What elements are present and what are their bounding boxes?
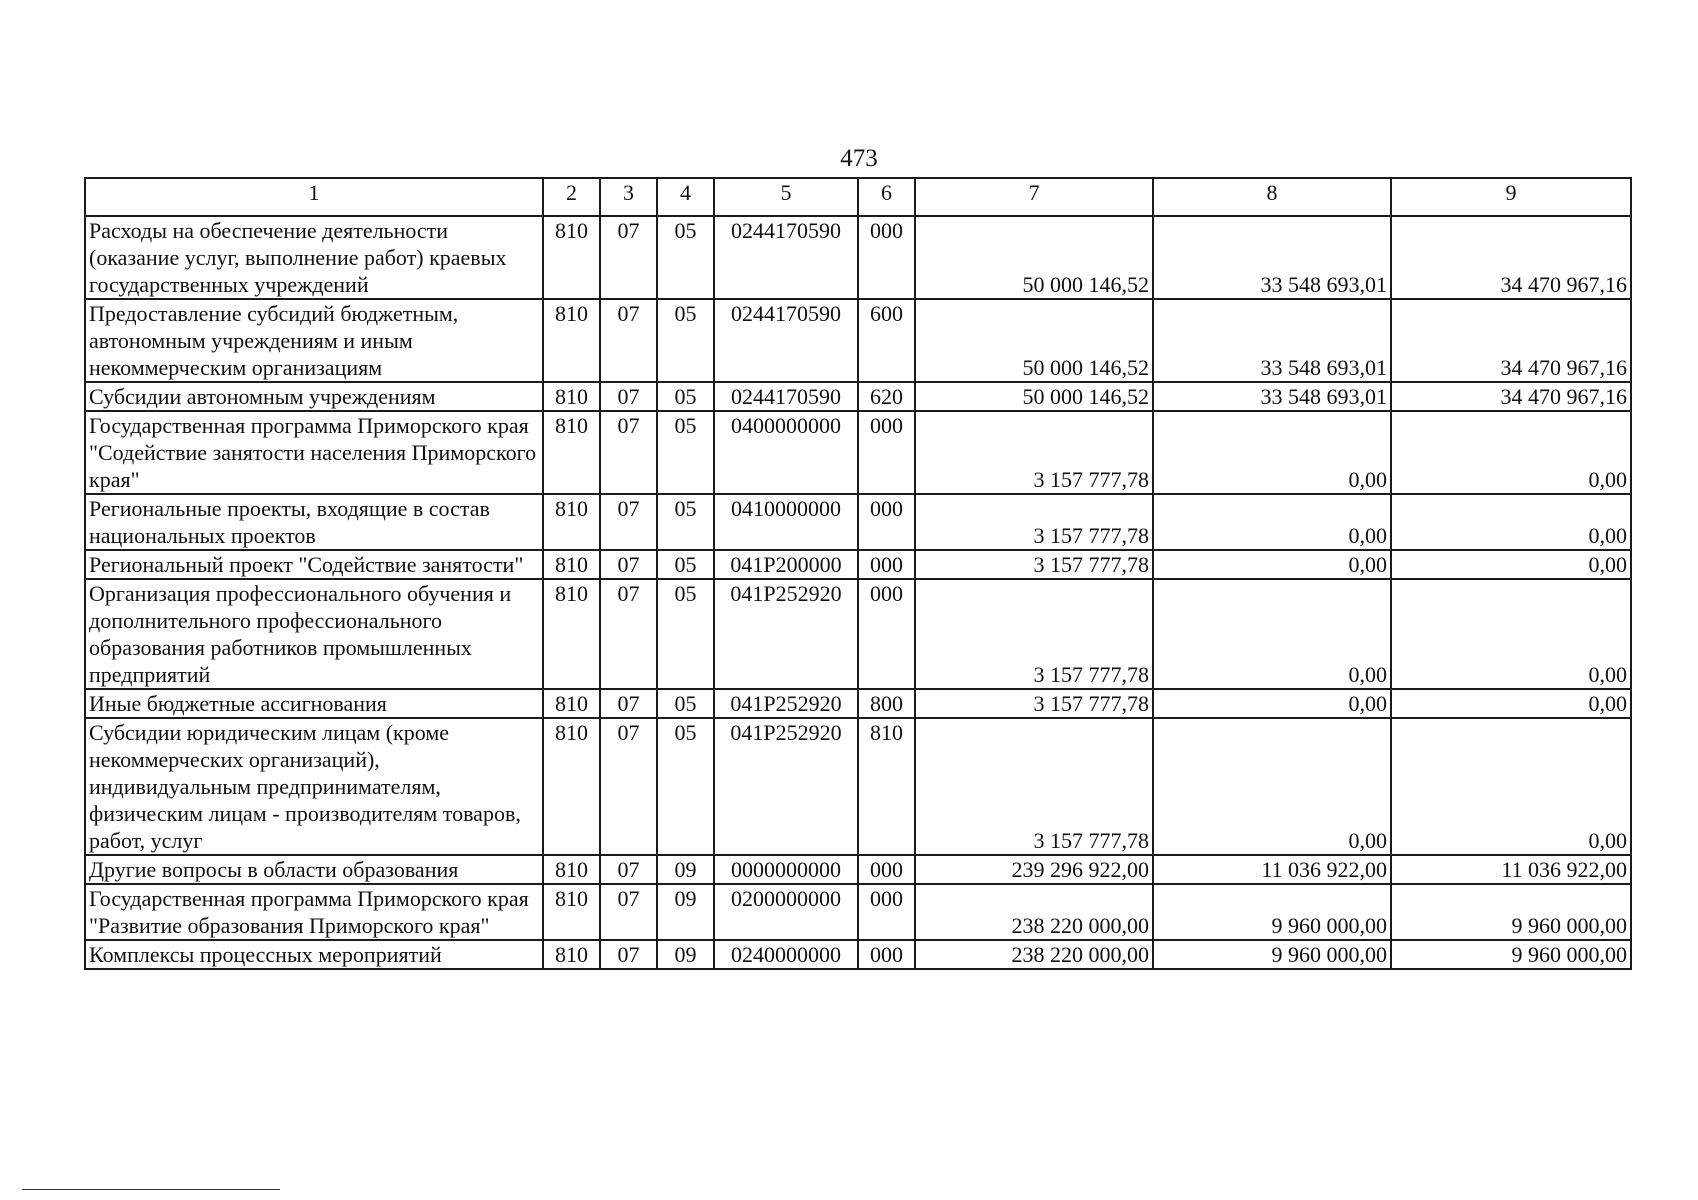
cell-amount-8: 33 548 693,01 [1153,299,1391,382]
cell-amount-9: 34 470 967,16 [1391,382,1631,411]
cell-section: 07 [600,299,657,382]
cell-subsection: 09 [657,940,714,969]
cell-amount-8: 0,00 [1153,689,1391,718]
table-row [85,550,1631,579]
header-row [85,178,1631,216]
cell-subsection: 05 [657,689,714,718]
cell-section: 07 [600,689,657,718]
table-row [85,216,1631,299]
cell-amount-8: 0,00 [1153,579,1391,689]
table-row [85,411,1631,494]
cell-amount-8: 0,00 [1153,494,1391,550]
cell-amount-7: 238 220 000,00 [915,884,1153,940]
header-cell-6: 6 [858,178,915,216]
cell-subsection: 05 [657,494,714,550]
cell-amount-7: 239 296 922,00 [915,855,1153,884]
row-name: Организация профессионального обучения и дополнительного профессионального образования работников промышленных предприятий [85,579,543,689]
cell-ministry: 810 [543,718,600,855]
cell-amount-7: 50 000 146,52 [915,382,1153,411]
table-row [85,855,1631,884]
cell-target-article: 0000000000 [714,855,858,884]
cell-ministry: 810 [543,689,600,718]
cell-subsection: 05 [657,579,714,689]
cell-ministry: 810 [543,855,600,884]
cell-amount-8: 33 548 693,01 [1153,216,1391,299]
header-cell-4: 4 [657,178,714,216]
header-cell-2: 2 [543,178,600,216]
cell-ministry: 810 [543,411,600,494]
cell-target-article: 0200000000 [714,884,858,940]
cell-expense-type: 000 [858,940,915,969]
row-name: Иные бюджетные ассигнования [85,689,543,718]
cell-amount-8: 9 960 000,00 [1153,884,1391,940]
cell-section: 07 [600,382,657,411]
cell-amount-7: 3 157 777,78 [915,718,1153,855]
cell-subsection: 09 [657,884,714,940]
cell-amount-9: 0,00 [1391,689,1631,718]
cell-subsection: 05 [657,382,714,411]
cell-expense-type: 000 [858,494,915,550]
header-cell-3: 3 [600,178,657,216]
header-cell-5: 5 [714,178,858,216]
table-row [85,884,1631,940]
table-row [85,718,1631,855]
cell-target-article: 0244170590 [714,216,858,299]
cell-amount-8: 0,00 [1153,718,1391,855]
cell-target-article: 041P200000 [714,550,858,579]
cell-target-article: 041P252920 [714,689,858,718]
table-row [85,494,1631,550]
cell-target-article: 0244170590 [714,382,858,411]
row-name: Расходы на обеспечение деятельности (оказание услуг, выполнение работ) краевых государственных учреждений [85,216,543,299]
page-number: 473 [840,145,878,172]
table-row [85,382,1631,411]
cell-expense-type: 000 [858,550,915,579]
cell-section: 07 [600,216,657,299]
cell-target-article: 041P252920 [714,718,858,855]
cell-amount-9: 34 470 967,16 [1391,299,1631,382]
cell-subsection: 09 [657,855,714,884]
cell-subsection: 05 [657,718,714,855]
cell-expense-type: 800 [858,689,915,718]
table-row [85,299,1631,382]
cell-target-article: 041P252920 [714,579,858,689]
table-row [85,940,1631,969]
cell-target-article: 0400000000 [714,411,858,494]
cell-amount-7: 3 157 777,78 [915,689,1153,718]
row-name: Другие вопросы в области образования [85,855,543,884]
table-row [85,689,1631,718]
cell-expense-type: 000 [858,411,915,494]
table-row [85,579,1631,689]
cell-ministry: 810 [543,550,600,579]
cell-ministry: 810 [543,494,600,550]
cell-amount-8: 11 036 922,00 [1153,855,1391,884]
cell-amount-9: 0,00 [1391,494,1631,550]
cell-ministry: 810 [543,884,600,940]
cell-amount-7: 50 000 146,52 [915,299,1153,382]
header-cell-1: 1 [85,178,543,216]
cell-section: 07 [600,940,657,969]
budget-table [84,177,1632,970]
cell-amount-8: 33 548 693,01 [1153,382,1391,411]
cell-amount-8: 9 960 000,00 [1153,940,1391,969]
cell-amount-9: 0,00 [1391,579,1631,689]
cell-expense-type: 600 [858,299,915,382]
cell-subsection: 05 [657,299,714,382]
cell-section: 07 [600,411,657,494]
cell-amount-9: 0,00 [1391,411,1631,494]
cell-amount-8: 0,00 [1153,550,1391,579]
cell-expense-type: 000 [858,884,915,940]
cell-section: 07 [600,550,657,579]
row-name: Региональные проекты, входящие в состав национальных проектов [85,494,543,550]
row-name: Комплексы процессных мероприятий [85,940,543,969]
cell-expense-type: 000 [858,216,915,299]
cell-amount-9: 0,00 [1391,718,1631,855]
cell-amount-7: 3 157 777,78 [915,494,1153,550]
cell-subsection: 05 [657,550,714,579]
cell-section: 07 [600,718,657,855]
cell-target-article: 0244170590 [714,299,858,382]
row-name: Государственная программа Приморского края "Содействие занятости населения Приморского края" [85,411,543,494]
cell-expense-type: 000 [858,855,915,884]
header-cell-7: 7 [915,178,1153,216]
cell-section: 07 [600,494,657,550]
cell-amount-7: 3 157 777,78 [915,550,1153,579]
cell-amount-9: 0,00 [1391,550,1631,579]
header-cell-9: 9 [1391,178,1631,216]
cell-ministry: 810 [543,579,600,689]
cell-amount-7: 3 157 777,78 [915,411,1153,494]
row-name: Государственная программа Приморского края "Развитие образования Приморского края" [85,884,543,940]
cell-amount-9: 9 960 000,00 [1391,884,1631,940]
cell-target-article: 0240000000 [714,940,858,969]
cell-ministry: 810 [543,216,600,299]
cell-target-article: 0410000000 [714,494,858,550]
row-name: Региональный проект "Содействие занятости" [85,550,543,579]
cell-expense-type: 810 [858,718,915,855]
cell-expense-type: 620 [858,382,915,411]
cell-amount-9: 34 470 967,16 [1391,216,1631,299]
cell-section: 07 [600,884,657,940]
cell-section: 07 [600,579,657,689]
cell-ministry: 810 [543,299,600,382]
cell-ministry: 810 [543,940,600,969]
row-name: Субсидии автономным учреждениям [85,382,543,411]
cell-subsection: 05 [657,411,714,494]
cell-amount-8: 0,00 [1153,411,1391,494]
row-name: Предоставление субсидий бюджетным, автономным учреждениям и иным некоммерческим организациям [85,299,543,382]
cell-amount-9: 11 036 922,00 [1391,855,1631,884]
cell-section: 07 [600,855,657,884]
cell-amount-7: 3 157 777,78 [915,579,1153,689]
cell-amount-7: 238 220 000,00 [915,940,1153,969]
cell-ministry: 810 [543,382,600,411]
cell-subsection: 05 [657,216,714,299]
row-name: Субсидии юридическим лицам (кроме некоммерческих организаций), индивидуальным предпринимателям, физическим лицам - производителям товаров, работ, услуг [85,718,543,855]
cell-amount-9: 9 960 000,00 [1391,940,1631,969]
cell-expense-type: 000 [858,579,915,689]
header-cell-8: 8 [1153,178,1391,216]
cell-amount-7: 50 000 146,52 [915,216,1153,299]
footnote-separator-line [22,1189,280,1190]
